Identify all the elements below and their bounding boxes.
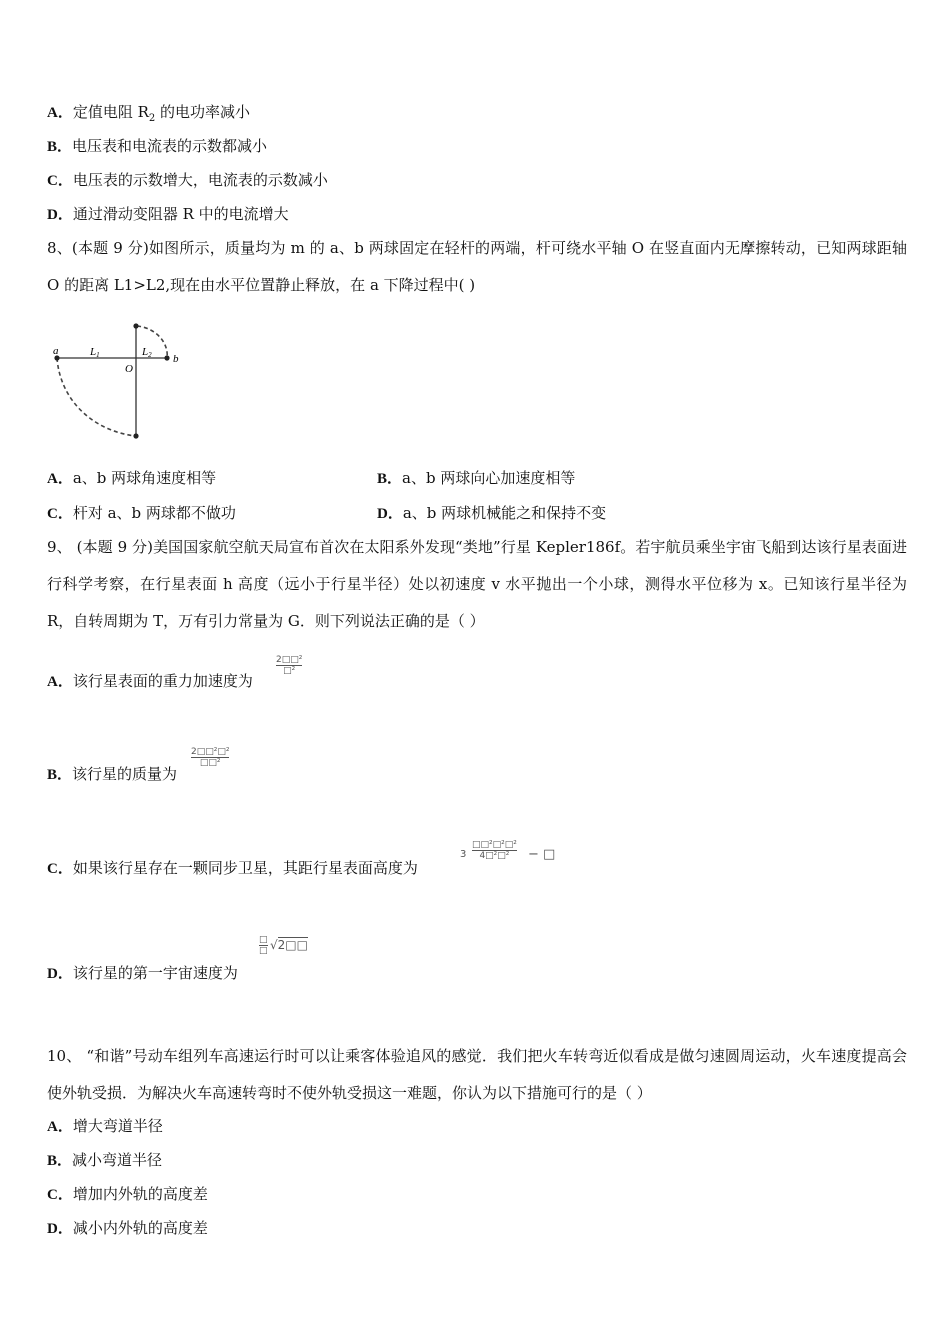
q8-option-c [47,503,236,524]
q8-option-b [377,468,575,489]
option-label: D． [377,506,403,522]
q9-d-formula [259,935,268,956]
option-text: 该行星表面的重力加速度为 [72,672,253,690]
option-label: D． [47,1221,73,1237]
ball-b [164,355,169,360]
q9-c-root-index: 3 [460,849,467,860]
q8-option-a [47,468,216,489]
option-label: B． [47,1153,73,1169]
option-text: 该行星的第一宇宙速度为 [72,964,238,982]
q7-option-a [47,102,250,129]
q7-option-b [47,136,267,157]
numerator: 2□□²□² [191,747,230,757]
option-text: 电压表和电流表的示数都减小 [72,137,268,155]
option-label: D． [47,207,73,223]
q8-option-d [377,503,606,524]
label-l1: L [90,346,97,358]
q9-a-formula [276,655,302,676]
svg-text:L1 [89,346,100,359]
q9-c-tail: − □ [528,847,556,862]
option-text: 该行星的质量为 [72,765,178,783]
label-b: b [173,353,179,365]
numerator: □ [259,935,268,945]
option-text: 通过滑动变阻器 R 中的电流增大 [72,205,289,223]
option-label: C． [47,173,73,189]
q10-option-c [47,1184,208,1205]
option-text: 减小弯道半径 [72,1151,163,1169]
q10-option-b [47,1150,162,1171]
option-text: a、b 两球机械能之和保持不变 [402,504,607,522]
q9-option-b [47,764,177,785]
q10-stem: 10、 “和谐”号动车组列车高速运行时可以让乘客体验追风的感觉．我们把火车转弯近似看成是做匀速圆周运动，火车速度提高会使外轨受损．为解决火车高速转弯时不使外轨受损这一难题，你认为以下措施可行的是（ ） [47,1047,907,1102]
q9-c-formula [472,840,517,861]
option-label: B． [47,767,73,783]
option-text: 增加内外轨的高度差 [72,1185,208,1203]
option-label: B． [377,471,403,487]
option-label: A． [47,471,73,487]
option-text: 的电功率减小 [155,103,251,121]
sqrt-icon: √ [270,938,278,952]
q7-option-d [47,204,289,225]
option-text: 减小内外轨的高度差 [72,1219,208,1237]
q8-stem: 8、(本题 9 分)如图所示，质量均为 m 的 a、b 两球固定在轻杆的两端，杆可绕水平轴 O 在竖直面内无摩擦转动，已知两球距轴 O 的距离 L1>L2,现在由水平位置静止释放，在 a 下降过程中( ) [47,239,907,294]
option-label: B． [47,139,73,155]
q9-option-c [47,858,418,879]
ball-bottom [133,433,138,438]
option-label: D． [47,966,73,982]
radicand: 2□□ [277,938,308,952]
numerator: □□²□²□² [472,840,517,850]
option-label: A． [47,105,73,121]
option-text: 电压表的示数增大，电流表的示数减小 [72,171,328,189]
svg-text:L2 [141,346,152,359]
denominator: □² [276,665,302,676]
label-o: O [125,363,133,375]
option-label: A． [47,1119,73,1135]
q9-option-d [47,963,238,984]
label-a: a [53,345,59,357]
option-text: a、b 两球向心加速度相等 [402,469,576,487]
subscript: 2 [148,113,156,124]
ball-top [133,323,138,328]
q8-figure [45,318,195,448]
q10-option-a [47,1116,163,1137]
option-text: a、b 两球角速度相等 [72,469,217,487]
label-l2: L [142,346,149,358]
q9-b-formula [191,747,229,768]
denominator: □□² [191,757,229,768]
label-l2-sub: 2 [148,351,152,359]
option-label: C． [47,1187,73,1203]
q7-option-c [47,170,328,191]
a-trajectory [57,358,135,436]
option-label: C． [47,861,73,877]
option-text: 如果该行星存在一颗同步卫星，其距行星表面高度为 [72,859,418,877]
q10-option-d [47,1218,208,1239]
numerator: 2□□² [276,655,303,665]
q9-d-radical [270,937,308,953]
q9-option-a [47,671,253,692]
q9-stem: 9、 (本题 9 分)美国国家航空航天局宣布首次在太阳系外发现“类地”行星 Kepler186f。若宇航员乘坐宇宙飞船到达该行星表面进行科学考察，在行星表面 h 高度（远小于行星半径）处以初速度 v 水平抛出一个小球，测得水平位移为 x。已知该行星半径为 R，自转周期为 T，万有引力常量为 G．则下列说法正确的是（ ） [47,538,907,630]
denominator: 4□²□² [472,850,517,861]
option-text: 增大弯道半径 [72,1117,163,1135]
denominator: □ [259,946,268,956]
option-label: A． [47,674,73,690]
option-label: C． [47,506,73,522]
option-text: 杆对 a、b 两球都不做功 [72,504,236,522]
label-l1-sub: 1 [96,351,100,359]
option-text: 定值电阻 R [72,103,149,121]
